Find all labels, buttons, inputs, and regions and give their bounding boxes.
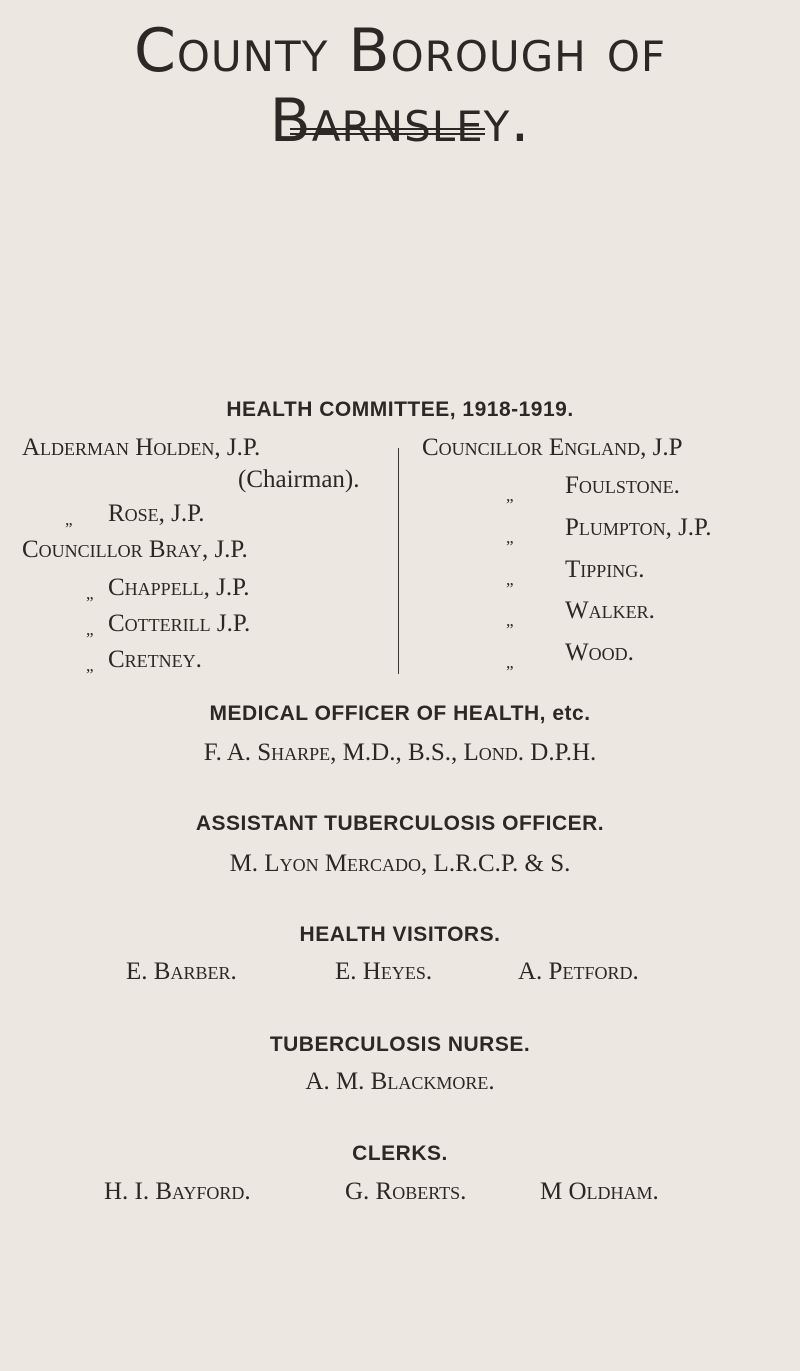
title-rule-top [290, 128, 485, 130]
committee-left-line-1: Alderman Holden, J.P. [22, 434, 261, 461]
health-visitor-name: E. Heyes. [335, 958, 433, 985]
page-title: County Borough of Barnsley. [133, 16, 667, 156]
medical-officer-heading: MEDICAL OFFICER OF HEALTH, etc. [209, 702, 591, 725]
committee-right-line-4: Tipping. [565, 556, 645, 583]
ditto-mark: „ [506, 528, 514, 547]
committee-left-line-4: Councillor Bray, J.P. [22, 536, 248, 563]
committee-left-line-3: Rose, J.P. [108, 500, 205, 527]
committee-chairman-note: (Chairman). [238, 466, 360, 493]
assistant-tb-officer-name: M. Lyon Mercado, L.R.C.P. & S. [229, 850, 571, 877]
tb-nurse-heading: TUBERCULOSIS NURSE. [269, 1033, 531, 1056]
health-visitor-name: E. Barber. [126, 958, 237, 985]
committee-heading: HEALTH COMMITTEE, 1918-1919. [226, 398, 574, 421]
ditto-mark: „ [86, 656, 94, 675]
ditto-mark: „ [506, 611, 514, 630]
health-visitor-name: A. Petford. [518, 958, 639, 985]
ditto-mark: „ [506, 486, 514, 505]
committee-right-line-6: Wood. [565, 639, 634, 666]
committee-left-line-5: Chappell, J.P. [108, 574, 250, 601]
committee-left-line-7: Cretney. [108, 646, 202, 673]
column-divider [398, 448, 399, 674]
committee-left-line-6: Cotterill J.P. [108, 610, 251, 637]
ditto-mark: „ [86, 584, 94, 603]
medical-officer-name: F. A. Sharpe, M.D., B.S., Lond. D.P.H. [203, 739, 597, 766]
committee-right-line-2: Foulstone. [565, 472, 680, 499]
clerk-name: G. Roberts. [345, 1178, 467, 1205]
ditto-mark: „ [506, 570, 514, 589]
ditto-mark: „ [506, 653, 514, 672]
committee-right-line-3: Plumpton, J.P. [565, 514, 712, 541]
committee-right-line-5: Walker. [565, 597, 655, 624]
assistant-tb-officer-heading: ASSISTANT TUBERCULOSIS OFFICER. [195, 812, 605, 835]
committee-right-line-1: Councillor England, J.P [422, 434, 683, 461]
ditto-mark: „ [65, 510, 73, 529]
health-visitors-heading: HEALTH VISITORS. [299, 923, 501, 946]
clerk-name: H. I. Bayford. [104, 1178, 251, 1205]
clerks-heading: CLERKS. [352, 1142, 448, 1165]
ditto-mark: „ [86, 620, 94, 639]
clerk-name: M Oldham. [540, 1178, 659, 1205]
title-rule-bottom [290, 133, 485, 135]
tb-nurse-name: A. M. Blackmore. [305, 1068, 495, 1095]
